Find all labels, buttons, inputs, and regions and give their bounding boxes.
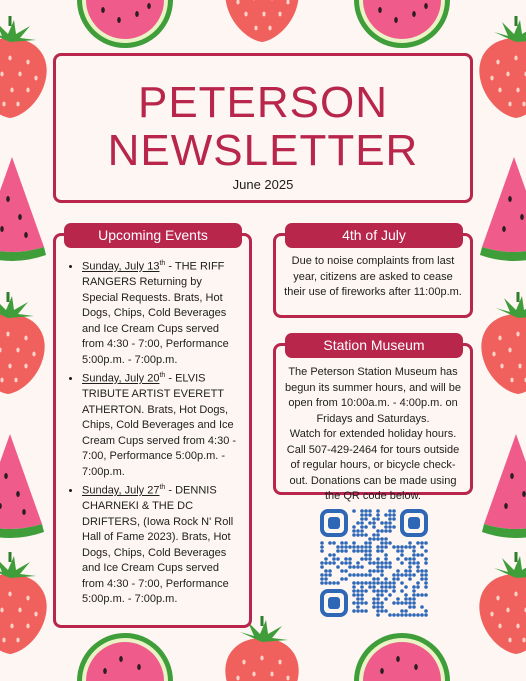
strawberry-icon (0, 16, 47, 118)
newsletter-title-line1: PETERSON (137, 78, 389, 127)
july4-body: Due to noise complaints from last year, citizens are asked to cease their use of fireworks after 11:00p.m. (284, 255, 462, 298)
event-date: Sunday, July 20 (82, 372, 160, 385)
title-panel (53, 53, 473, 203)
july4-heading: 4th of July (285, 223, 463, 248)
event-description: - ELVIS TRIBUTE ARTIST EVERETT ATHERTON. Brats, Hot Dogs, Chips, Cold Beverages and Ice Cream Cups served from 4:30 - 7:00, Performance 5:00p.m. - 7:00p.m. (82, 372, 237, 478)
events-heading: Upcoming Events (64, 223, 242, 248)
event-description: - DENNIS CHARNEKI & THE DC DRIFTERS, (Iowa Rock N' Roll Hall of Fame 2023). Brats, Hot Dogs, Chips, Cold Beverages and Ice Cream Cups served from 4:30 - 7:00, Performance 5:00p.m. - 7:00p.m. (82, 484, 234, 606)
qr-code-icon[interactable] (320, 509, 428, 617)
event-date-suffix: th (159, 372, 166, 380)
strawberry-icon (0, 552, 47, 654)
watermelon-slice-icon (77, 0, 173, 48)
watermelon-slice-icon (77, 633, 173, 681)
newsletter-title-line2: NEWSLETTER (107, 126, 419, 175)
watermelon-slice-icon (354, 633, 450, 681)
event-date-suffix: th (159, 484, 166, 492)
watermelon-slice-icon (482, 434, 526, 538)
strawberry-icon (481, 292, 526, 394)
watermelon-slice-icon (354, 0, 450, 48)
strawberry-icon (479, 552, 526, 654)
event-item (82, 368, 239, 480)
watermelon-slice-icon (0, 434, 44, 538)
event-date: Sunday, July 13 (82, 260, 160, 273)
strawberry-icon (0, 292, 45, 394)
events-panel (53, 233, 252, 628)
events-list (82, 256, 239, 608)
museum-panel (273, 343, 473, 502)
issue-date: June 2025 (232, 177, 294, 192)
watermelon-slice-icon (0, 157, 46, 261)
museum-heading: Station Museum (285, 333, 463, 358)
watermelon-slice-icon (480, 157, 526, 261)
event-date-suffix: th (159, 260, 166, 267)
strawberry-icon (479, 16, 526, 118)
event-description: - THE RIFF RANGERS Returning by Special Requests. Brats, Hot Dogs, Chips, Cold Beverages and Ice Cream Cups served from 4:30 - 7:00, Performance 5:00p.m. - 7:00p.m. (82, 260, 229, 366)
strawberry-icon (225, 0, 298, 42)
museum-body: The Peterson Station Museum has begun its summer hours, and will be open from 10:00a.m. - 4:00p.m. on Fridays and Saturdays. Watch for extended holiday hours. Call 507-429-2464 for tours outside of regular hours, or bicycle check-out. Donations can be made using the QR code below. (284, 366, 462, 502)
event-item (82, 256, 239, 368)
event-date: Sunday, July 27 (82, 484, 160, 497)
event-item (82, 480, 239, 608)
